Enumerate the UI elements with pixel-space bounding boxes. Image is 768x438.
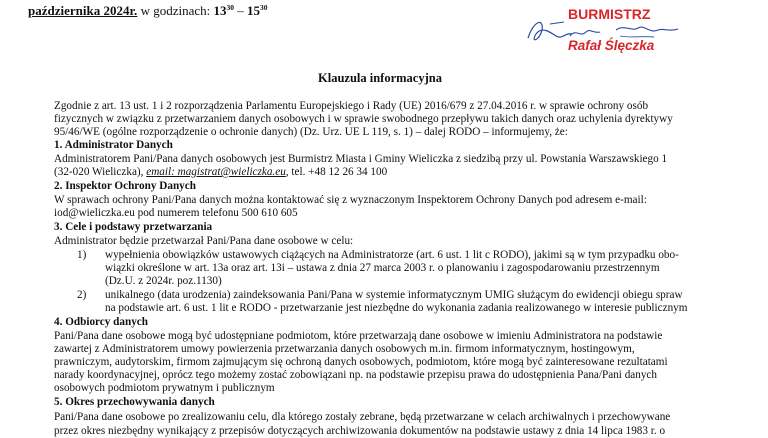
section-2-line-1: W sprawach ochrony Pani/Pana danych można kontaktować się z wyznaczonym Inspektorem Ochrony Danych pod adresem e-mail: [54, 194, 647, 206]
section-2-line-2: iod@wieliczka.eu pod numerem telefonu 500 610 605 [54, 207, 298, 219]
stamp-title: BURMISTRZ [568, 6, 651, 22]
item-2-line-2: na podstawie art. 6 ust. 1 lit e RODO - przetwarzanie jest niezbędne do wykonania zadania realizowanego w interesie publicznym [105, 302, 688, 314]
meeting-date: października 2024r. [28, 3, 138, 18]
section-4-line-3: prawniczym, audytorskim, firmom zajmującym się ochroną danych osobowych, podmiotom, które mogą być zainteresowane rezultatami [54, 356, 668, 368]
section-5-line-1: Pani/Pana dane osobowe po zrealizowaniu celu, dla którego zostały zebrane, będą przetwarzane w celach archiwalnych i przechowywane [54, 411, 671, 423]
time-start-minute: 30 [226, 3, 234, 12]
section-5-heading: 5. Okres przechowywania danych [54, 396, 215, 408]
email-link[interactable]: email: magistrat@wieliczka.eu [146, 166, 286, 178]
document-title: Klauzula informacyjna [318, 71, 442, 85]
section-3-heading: 3. Cele i podstawy przetwarzania [54, 221, 213, 233]
section-4-line-2: zawartej z Administratorem umowy powierzenia przetwarzania danych osobowych m.in. firmom informatycznym, hostingowym, [54, 343, 635, 355]
meeting-time-line [28, 3, 267, 19]
time-prefix: w godzinach: [137, 3, 214, 18]
item-1-line-3: (Dz.U. z 2024r. poz.1130) [105, 275, 222, 287]
section-4-line-5: osobowych podmiotom prywatnym i publicznym [54, 382, 275, 394]
section-4-heading: 4. Odbiorcy danych [54, 316, 148, 328]
item-2-line-1: unikalnego (data urodzenia) zaindeksowania Pani/Pana w systemie informatycznym UMIG służącym do ewidencji obiegu spraw [105, 289, 683, 301]
intro-line-1: Zgodnie z art. 13 ust. 1 i 2 rozporządzenia Parlamentu Europejskiego i Rady (UE) 2016/679 z 27.04.2016 r. w sprawie ochrony osób [54, 100, 649, 112]
intro-line-2: fizycznych w związku z przetwarzaniem danych osobowych i w sprawie swobodnego przepływu takich danych oraz uchylenia dyrektywy [54, 113, 673, 125]
section-1-line-1: Administratorem Pani/Pana danych osobowych jest Burmistrz Miasta i Gminy Wieliczka z siedzibą przy ul. Powstania Warszawskiego 1 [54, 153, 668, 165]
section-4-line-4: narady koordynacyjnej, oprócz tego możemy zostać zobowiązani np. na podstawie przepisu prawa do udostępnienia Pana/Pani danych [54, 369, 657, 381]
section-1-line-2 [54, 165, 387, 179]
item-1-line-2: wiązki określone w art. 13a oraz art. 13i – ustawa z dnia 27 marca 2003 r. o planowaniu i zagospodarowaniu przestrzennym [105, 262, 660, 274]
item-2-number: 2) [77, 289, 87, 301]
section-5-line-2: przez okres niezbędny wynikający z przepisów dotyczących archiwizowania dokumentów na podstawie ustawy z dnia 14 lipca 1983 r. o [54, 425, 666, 437]
time-dash: – [233, 3, 247, 18]
time-end-hour: 15 [246, 3, 260, 18]
phone-text: , tel. +48 12 26 34 100 [285, 166, 388, 178]
time-end-minute: 30 [259, 3, 268, 12]
item-1-number: 1) [77, 249, 87, 261]
item-1-line-1: wypełnienia obowiązków ustawowych ciążących na Administratorze (art. 6 ust. 1 lit c RODO), jakimi są w tym przypadku obo- [105, 249, 679, 261]
stamp-name: Rafał Ślęczka [568, 38, 655, 53]
address-text: (32-020 Wieliczka), [54, 166, 147, 178]
section-4-line-1: Pani/Pana dane osobowe mogą być udostępniane podmiotom, które przetwarzają dane osobowe w imieniu Administratora na podstawie [54, 330, 663, 342]
intro-line-3: 95/46/WE (ogólne rozporządzenie o ochronie danych) (Dz. Urz. UE L 119, s. 1) – dalej RODO – informujemy, że: [54, 126, 568, 138]
section-2-heading: 2. Inspektor Ochrony Danych [54, 180, 196, 192]
time-start-hour: 13 [213, 3, 227, 18]
section-1-heading: 1. Administrator Danych [54, 139, 173, 151]
section-3-line-1: Administrator będzie przetwarzał Pani/Pana dane osobowe w celu: [54, 235, 354, 247]
